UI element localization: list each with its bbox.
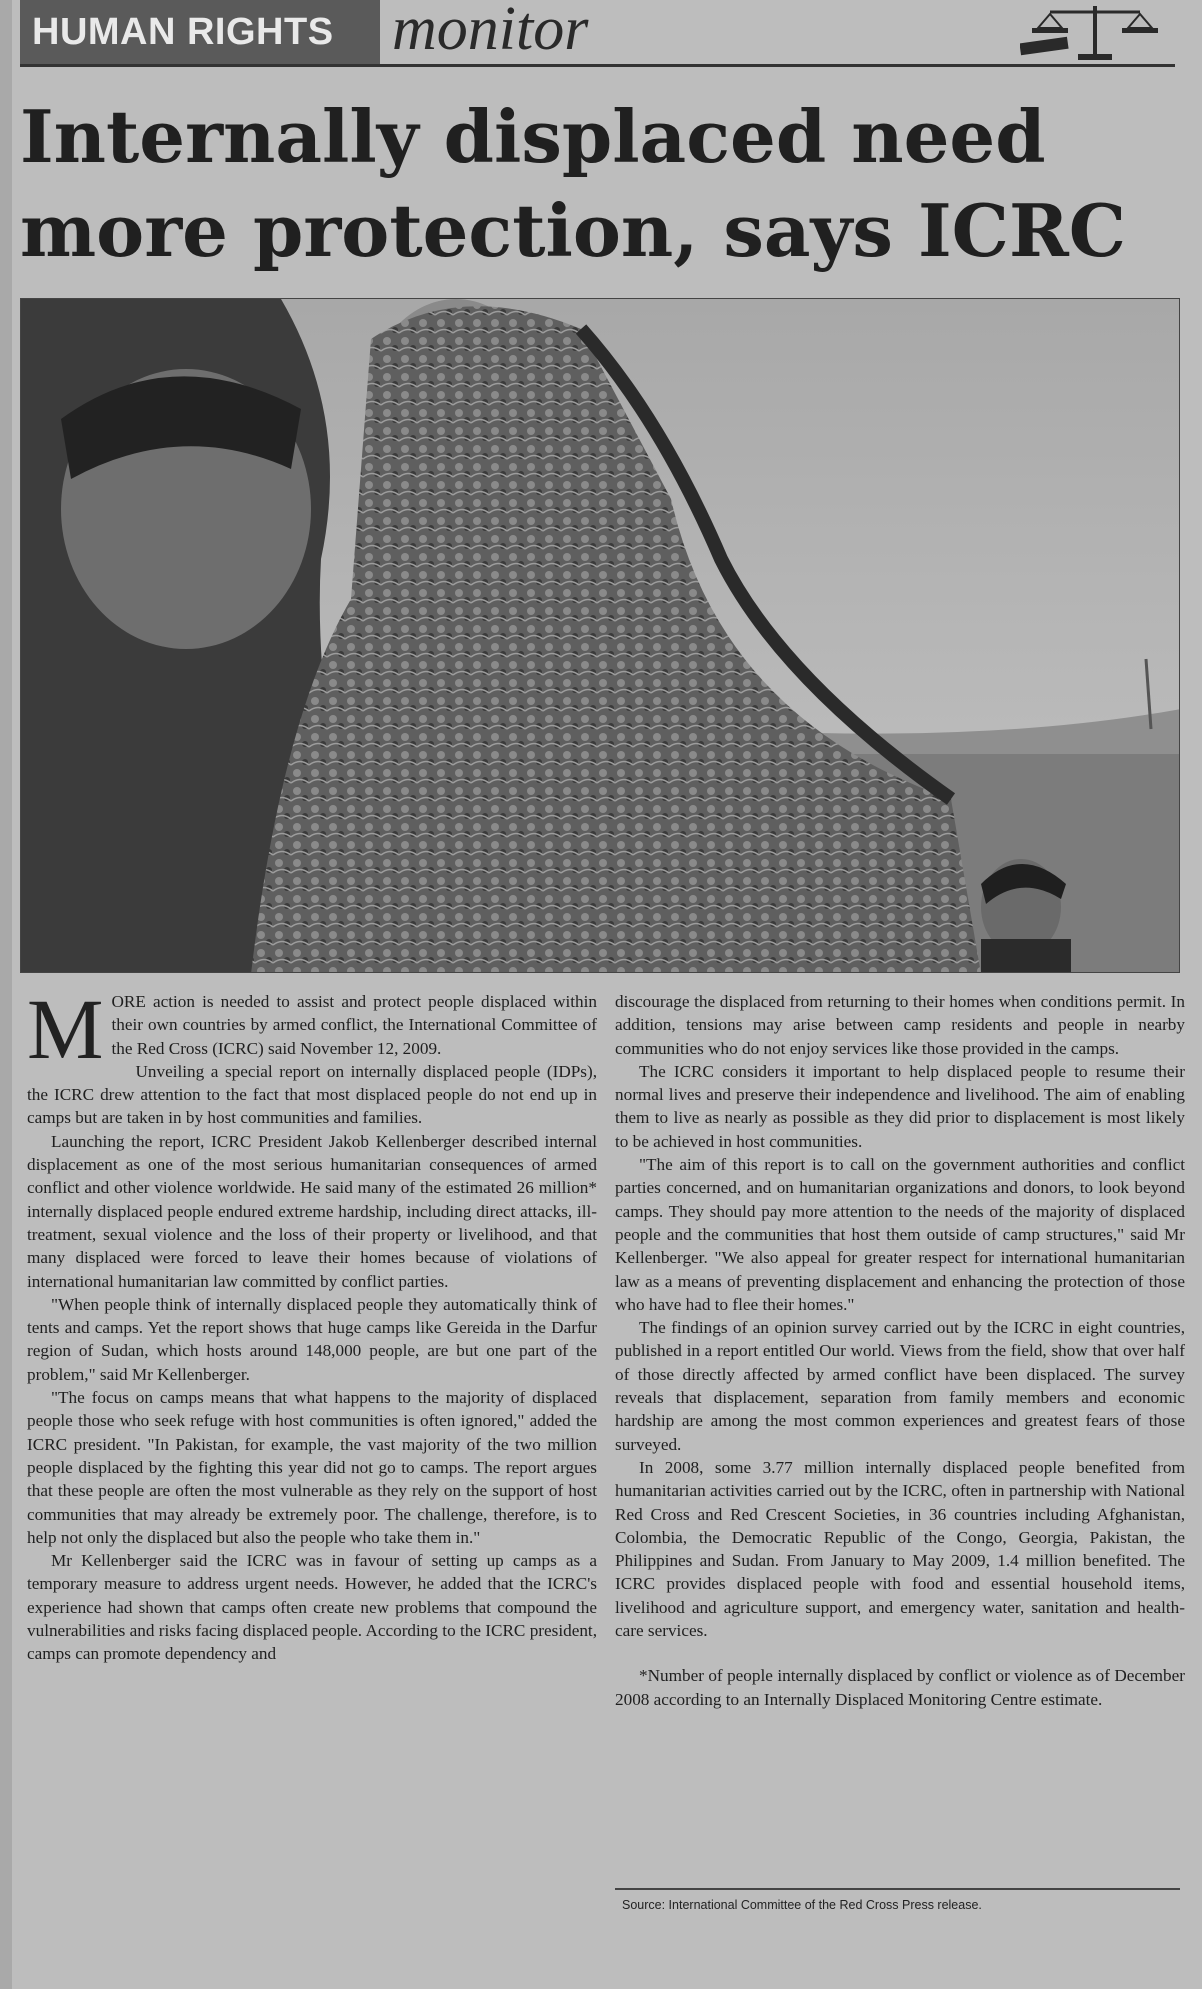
article-paragraph: The findings of an opinion survey carried out by the ICRC in eight countries, published in a report entitled Our world. Views from the field, show that over half of those directly affected by armed conflict have been displaced. The survey reveals that displacement, separation from family members and economic hardship are among the most common experiences and greatest fears of those surveyed.	[615, 1318, 1185, 1454]
article-paragraph: "The focus on camps means that what happens to the majority of displaced people those who seek refuge with host communities is often ignored," added the ICRC president. "In Pakistan, for example, the vast majority of the two million people displaced by the fighting this year did not go to camps. The report argues that these people are often the most vulnerable as they rely on the support of host communities that may already be extremely poor. The challenge, therefore, is to help not only the displaced but also the people who take them in."	[27, 1388, 597, 1547]
article-paragraph: Mr Kellenberger said the ICRC was in favour of setting up camps as a temporary measure to address urgent needs. However, he added that the ICRC's experience had shown that camps often create new problems that compound the vulnerabilities and risks facing displaced people. According to the ICRC president, camps can promote dependency and	[27, 1551, 597, 1664]
article-paragraph: In 2008, some 3.77 million internally displaced people benefited from humanitarian activities carried out by the ICRC, often in partnership with National Red Cross and Red Crescent Societies, in 36 countries including Afghanistan, Colombia, the Democratic Republic of the Congo, Georgia, Pakistan, the Philippines and Sudan. From January to May 2009, 1.4 million benefited. The ICRC provides displaced people with food and essential household items, livelihood and agriculture support, and emergency water, sanitation and health-care services.	[615, 1457, 1185, 1641]
paragraph-text: ORE action is needed to assist and protect people displaced within their own countries by armed conflict, the International Committee of the Red Cross (ICRC) said November 12, 2009.	[111, 992, 597, 1058]
article-paragraph: Unveiling a special report on internally displaced people (IDPs), the ICRC drew attention to the fact that most displaced people do not end up in camps but are taken in by host communities and families.	[27, 1061, 597, 1128]
article-headline: Internally displaced need more protection, says ICRC	[20, 94, 1127, 273]
section-label: HUMAN RIGHTS	[20, 0, 380, 64]
section-title: monitor	[392, 0, 589, 63]
masthead	[20, 0, 1175, 66]
source-rule	[615, 1888, 1180, 1890]
article-paragraph: Launching the report, ICRC President Jakob Kellenberger described internal displacement as one of the most serious humanitarian consequences of armed conflict and other violence worldwide. He said many of the estimated 26 million* internally displaced people endured extreme hardship, including direct attacks, ill-treatment, sexual violence and the loss of their property or livelihood, and that many displaced were forced to leave their homes because of violations of international humanitarian law committed by conflict parties.	[27, 1131, 597, 1291]
article-paragraph: The ICRC considers it important to help displaced people to resume their normal lives and preserve their independence and livelihood. The aim of enabling them to live as nearly as possible as they did prior to displacement is most likely to be achieved in host communities.	[615, 1061, 1185, 1151]
footnote: *Number of people internally displaced by conflict or violence as of December 2008 according to an Internally Displaced Monitoring Centre estimate.	[615, 1666, 1185, 1709]
article-paragraph	[27, 981, 597, 1077]
page-edge	[0, 0, 12, 1989]
article-column-right	[615, 990, 1185, 1711]
source-credit: Source: International Committee of the Red Cross Press release.	[622, 1898, 982, 1912]
scales-of-justice-icon	[1020, 2, 1170, 69]
photo-displaced-people	[21, 299, 1180, 973]
article-column-left	[27, 981, 597, 1666]
article-paragraph: "When people think of internally displaced people they automatically think of tents and camps. Yet the report shows that huge camps like Gereida in the Darfur region of Sudan, which hosts around 148,000 people, are but one part of the problem," said Mr Kellenberger.	[27, 1294, 597, 1384]
article-paragraph: discourage the displaced from returning to their homes when conditions permit. In addition, tensions may arise between camp residents and people in nearby communities who do not enjoy services like those provided in the camps.	[615, 992, 1185, 1058]
drop-cap: M	[27, 981, 104, 1077]
article-paragraph: "The aim of this report is to call on the government authorities and conflict parties concerned, and on humanitarian organizations and donors, to look beyond camps. They should pay more attention to the needs of the majority of displaced people and the communities that host them outside of camp structures," said Mr Kellenberger. "We also appeal for greater respect for international humanitarian law as a means of preventing displacement and enhancing the protection of those who have had to flee their homes."	[615, 1155, 1185, 1314]
masthead-rule	[20, 64, 1175, 67]
article-photo	[20, 298, 1180, 973]
